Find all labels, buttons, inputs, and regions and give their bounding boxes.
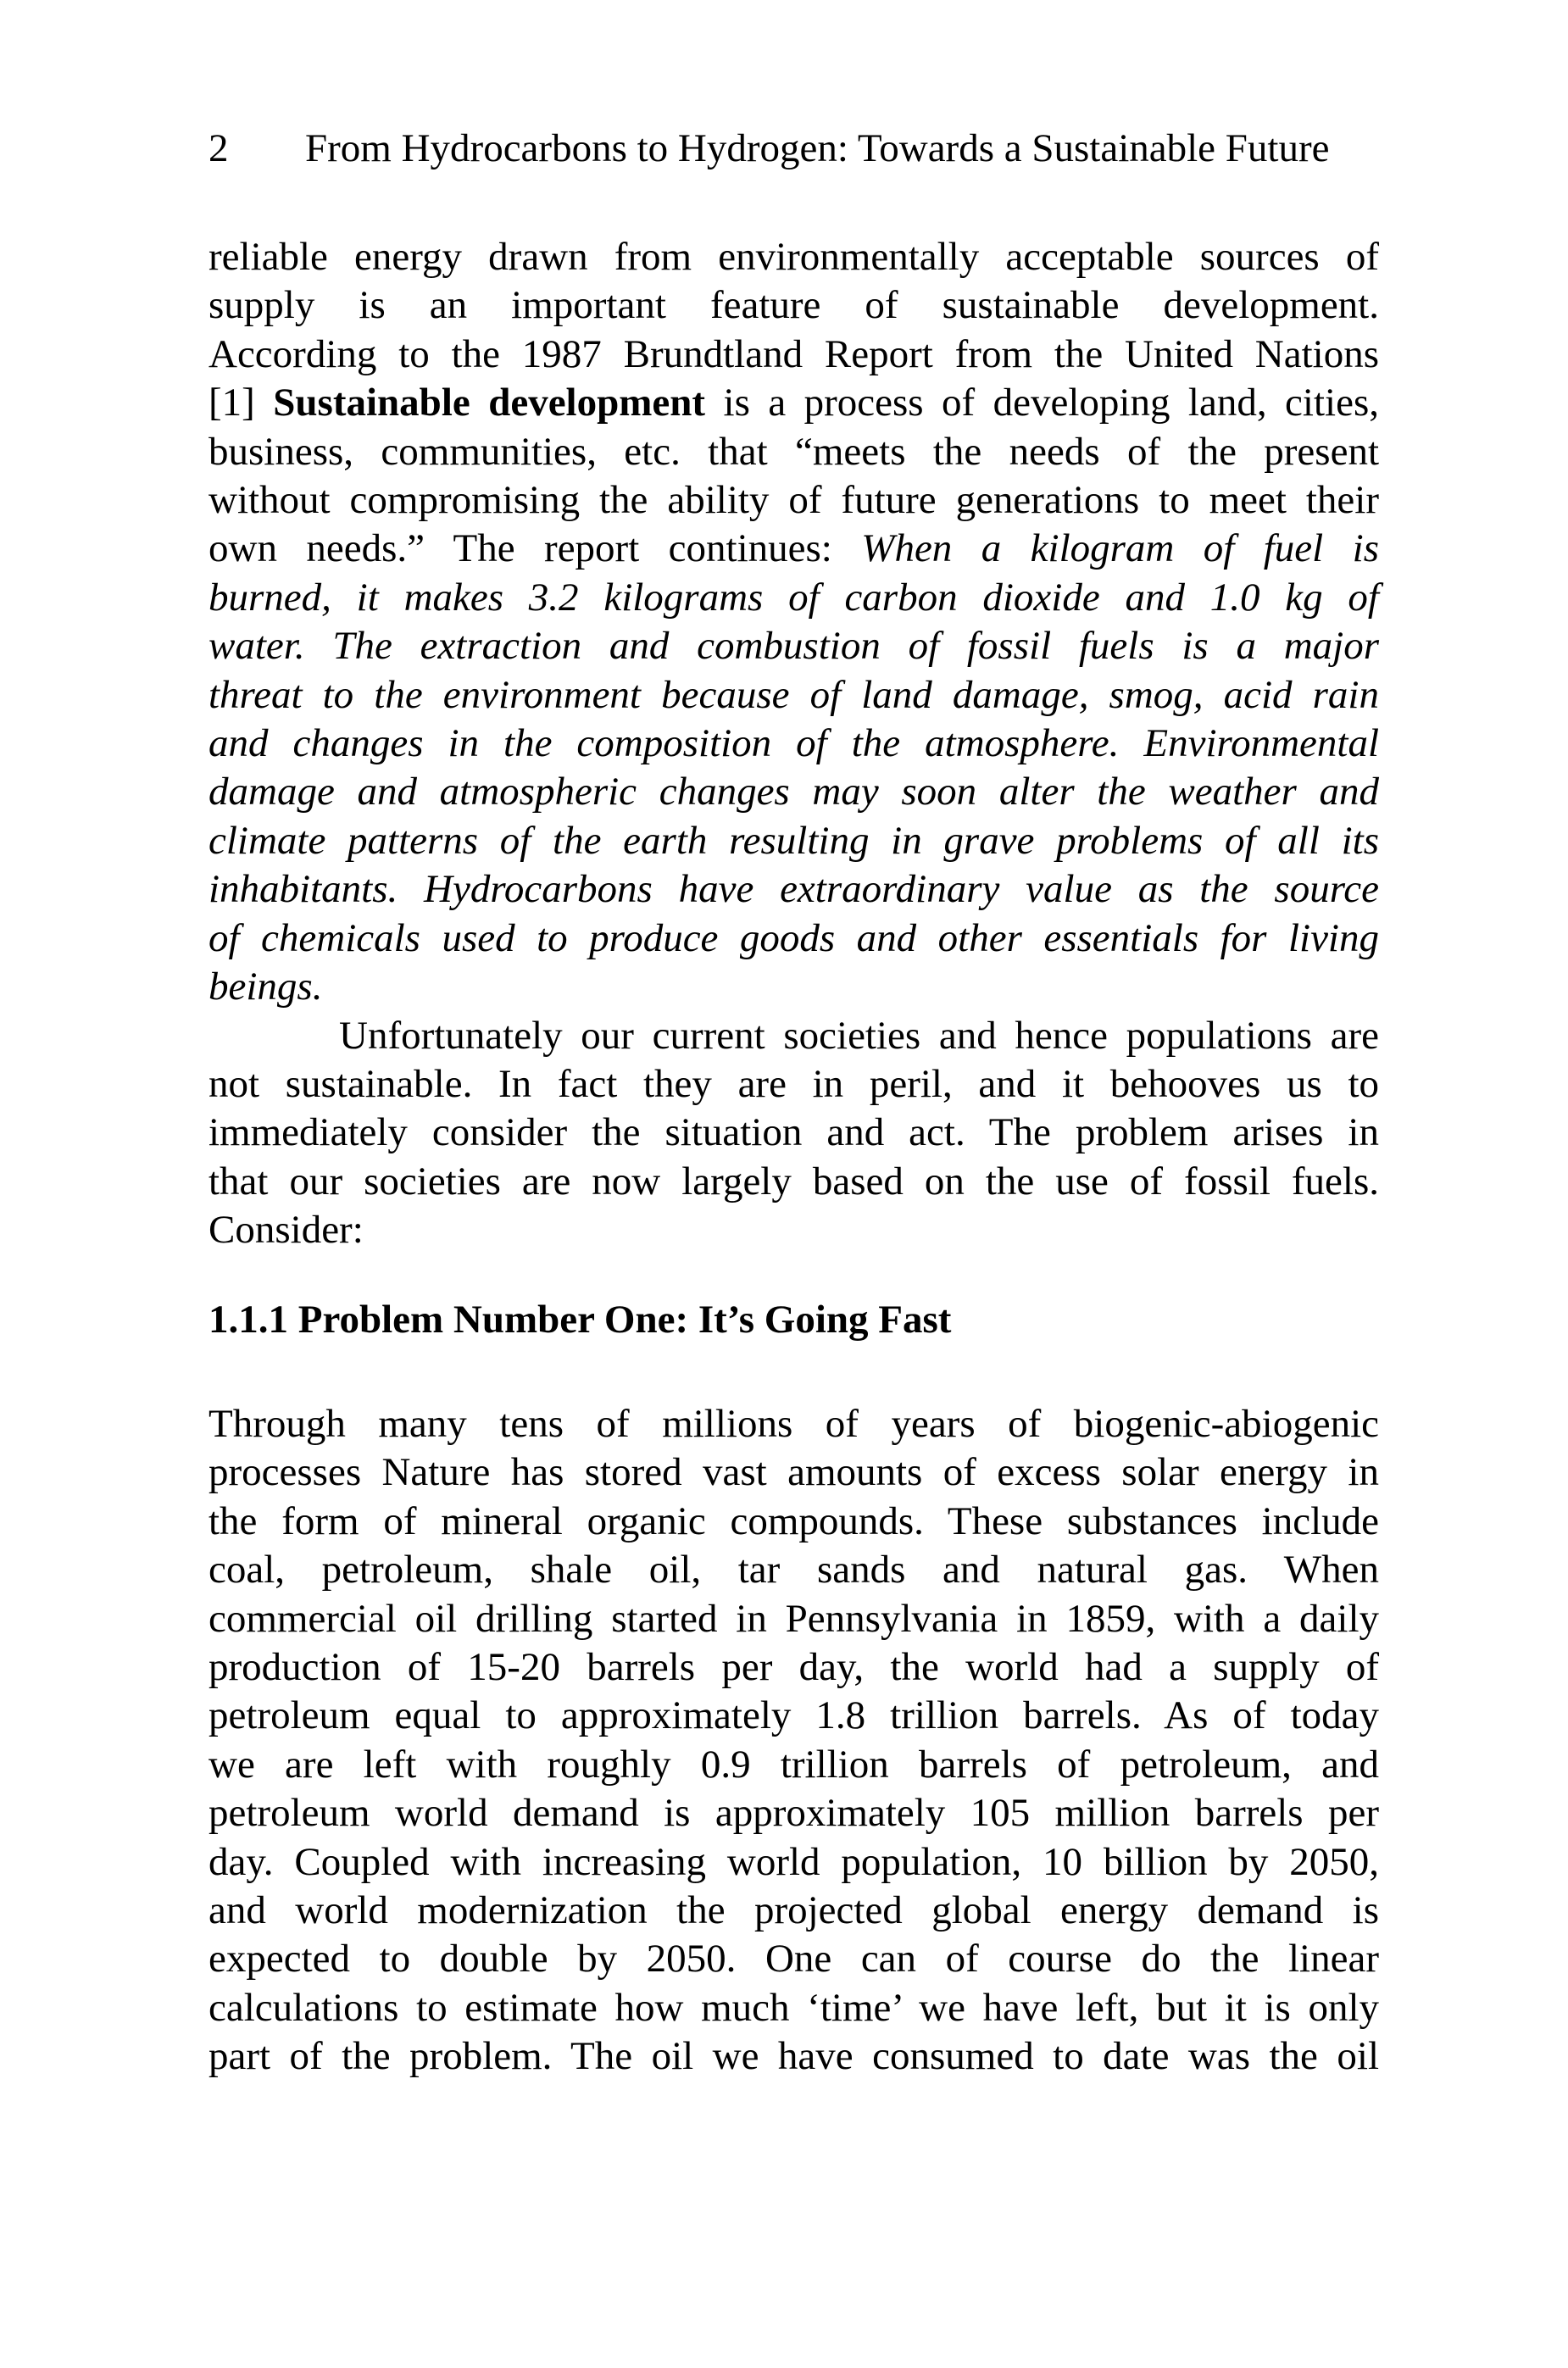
text-line <box>209 281 1379 330</box>
italic-text: burned, it makes 3.2 kilograms of carbon dioxide and 1.0 kg of <box>209 575 1379 620</box>
text-line <box>209 622 1379 670</box>
text-line <box>209 817 1379 865</box>
text-line <box>209 1741 1379 1789</box>
text-line <box>209 1887 1379 1935</box>
text-segment: without compromising the ability of future generations to meet their <box>209 478 1379 523</box>
text-line <box>209 1984 1379 2032</box>
text-line <box>209 1546 1379 1594</box>
italic-text: damage and atmospheric changes may soon alter the weather and <box>209 770 1379 814</box>
italic-text: and changes in the composition of the atmosphere. Environmental <box>209 721 1379 766</box>
text-segment: Consider: <box>209 1208 364 1253</box>
text-line <box>209 720 1379 768</box>
text-segment: own needs.” The report continues: <box>209 526 862 571</box>
text-line <box>209 1206 1379 1254</box>
text-segment: petroleum world demand is approximately 105 million barrels per <box>209 1791 1379 1836</box>
italic-text: climate patterns of the earth resulting in grave problems of all its <box>209 818 1379 863</box>
text-segment: processes Nature has stored vast amounts of excess solar energy in <box>209 1450 1379 1495</box>
italic-text: threat to the environment because of land damage, smog, acid rain <box>209 672 1379 717</box>
page-header <box>209 125 1379 173</box>
page-number: 2 <box>209 126 229 170</box>
text-line <box>209 1692 1379 1740</box>
bold-text: Sustainable development <box>273 381 706 425</box>
bold-text: 1.1.1 Problem Number One: It’s Going Fast <box>209 1297 952 1342</box>
text-segment: immediately consider the situation and act. The problem arises in <box>209 1110 1379 1155</box>
text-line <box>209 525 1379 573</box>
text-segment: Through many tens of millions of years of biogenic-abiogenic <box>209 1401 1379 1446</box>
running-title: From Hydrocarbons to Hydrogen: Towards a Sustainable Future <box>305 126 1330 170</box>
page-body <box>209 233 1379 2082</box>
text-segment: petroleum equal to approximately 1.8 trillion barrels. As of today <box>209 1693 1379 1738</box>
text-line <box>209 1838 1379 1887</box>
text-line <box>209 233 1379 281</box>
text-segment: part of the problem. The oil we have consumed to date was the oil <box>209 2034 1379 2079</box>
text-segment: Unfortunately our current societies and hence populations are <box>339 1013 1379 1058</box>
text-segment: production of 15-20 barrels per day, the world had a supply of <box>209 1644 1379 1689</box>
text-segment: According to the 1987 Brundtland Report from the United Nations <box>209 331 1379 376</box>
text-line <box>209 428 1379 476</box>
text-segment: reliable energy drawn from environmentally acceptable sources of <box>209 235 1379 279</box>
italic-text: water. The extraction and combustion of fossil fuels is a major <box>209 624 1379 669</box>
section-heading <box>209 1296 1379 1344</box>
text-line <box>209 963 1379 1011</box>
paragraph <box>209 1400 1379 2082</box>
italic-text: beings. <box>209 964 323 1009</box>
text-segment: day. Coupled with increasing world population, 10 billion by 2050, <box>209 1839 1379 1884</box>
text-segment: coal, petroleum, shale oil, tar sands and natural gas. When <box>209 1548 1379 1593</box>
text-line <box>209 1109 1379 1157</box>
text-segment: not sustainable. In fact they are in peril, and it behooves us to <box>209 1061 1379 1106</box>
text-line <box>209 1400 1379 1448</box>
paragraph <box>209 1012 1379 1255</box>
text-segment: supply is an important feature of sustainable development. <box>209 283 1379 328</box>
text-segment: and world modernization the projected global energy demand is <box>209 1888 1379 1932</box>
text-segment: we are left with roughly 0.9 trillion barrels of petroleum, and <box>209 1742 1379 1787</box>
paragraph <box>209 233 1379 1012</box>
text-line <box>209 671 1379 720</box>
text-line <box>209 1060 1379 1109</box>
text-segment: calculations to estimate how much ‘time’ we have left, but it is only <box>209 1985 1379 2030</box>
text-line <box>209 1935 1379 1983</box>
text-line <box>209 1789 1379 1837</box>
text-line <box>209 476 1379 525</box>
text-segment: that our societies are now largely based on the use of fossil fuels. <box>209 1159 1379 1203</box>
text-line <box>209 914 1379 963</box>
text-line <box>209 768 1379 816</box>
italic-text: When a kilogram of fuel is <box>861 526 1379 571</box>
text-segment: the form of mineral organic compounds. These substances include <box>209 1498 1379 1543</box>
text-segment: [1] <box>209 381 274 425</box>
text-segment: is a process of developing land, cities, <box>705 381 1379 425</box>
text-line <box>209 1595 1379 1643</box>
text-line <box>209 2032 1379 2081</box>
text-line <box>209 1498 1379 1546</box>
text-segment: commercial oil drilling started in Pennsylvania in 1859, with a daily <box>209 1596 1379 1641</box>
text-line <box>209 1158 1379 1206</box>
text-line <box>209 1643 1379 1692</box>
text-line <box>209 574 1379 622</box>
italic-text: inhabitants. Hydrocarbons have extraordinary value as the source <box>209 867 1379 912</box>
text-segment: expected to double by 2050. One can of course do the linear <box>209 1937 1379 1982</box>
text-line <box>209 1296 1379 1344</box>
text-line <box>209 1448 1379 1497</box>
text-line <box>209 1012 1379 1060</box>
italic-text: of chemicals used to produce goods and other essentials for living <box>209 915 1379 960</box>
text-line <box>209 331 1379 379</box>
text-segment: business, communities, etc. that “meets the needs of the present <box>209 429 1379 474</box>
text-line <box>209 379 1379 427</box>
text-line <box>209 865 1379 914</box>
